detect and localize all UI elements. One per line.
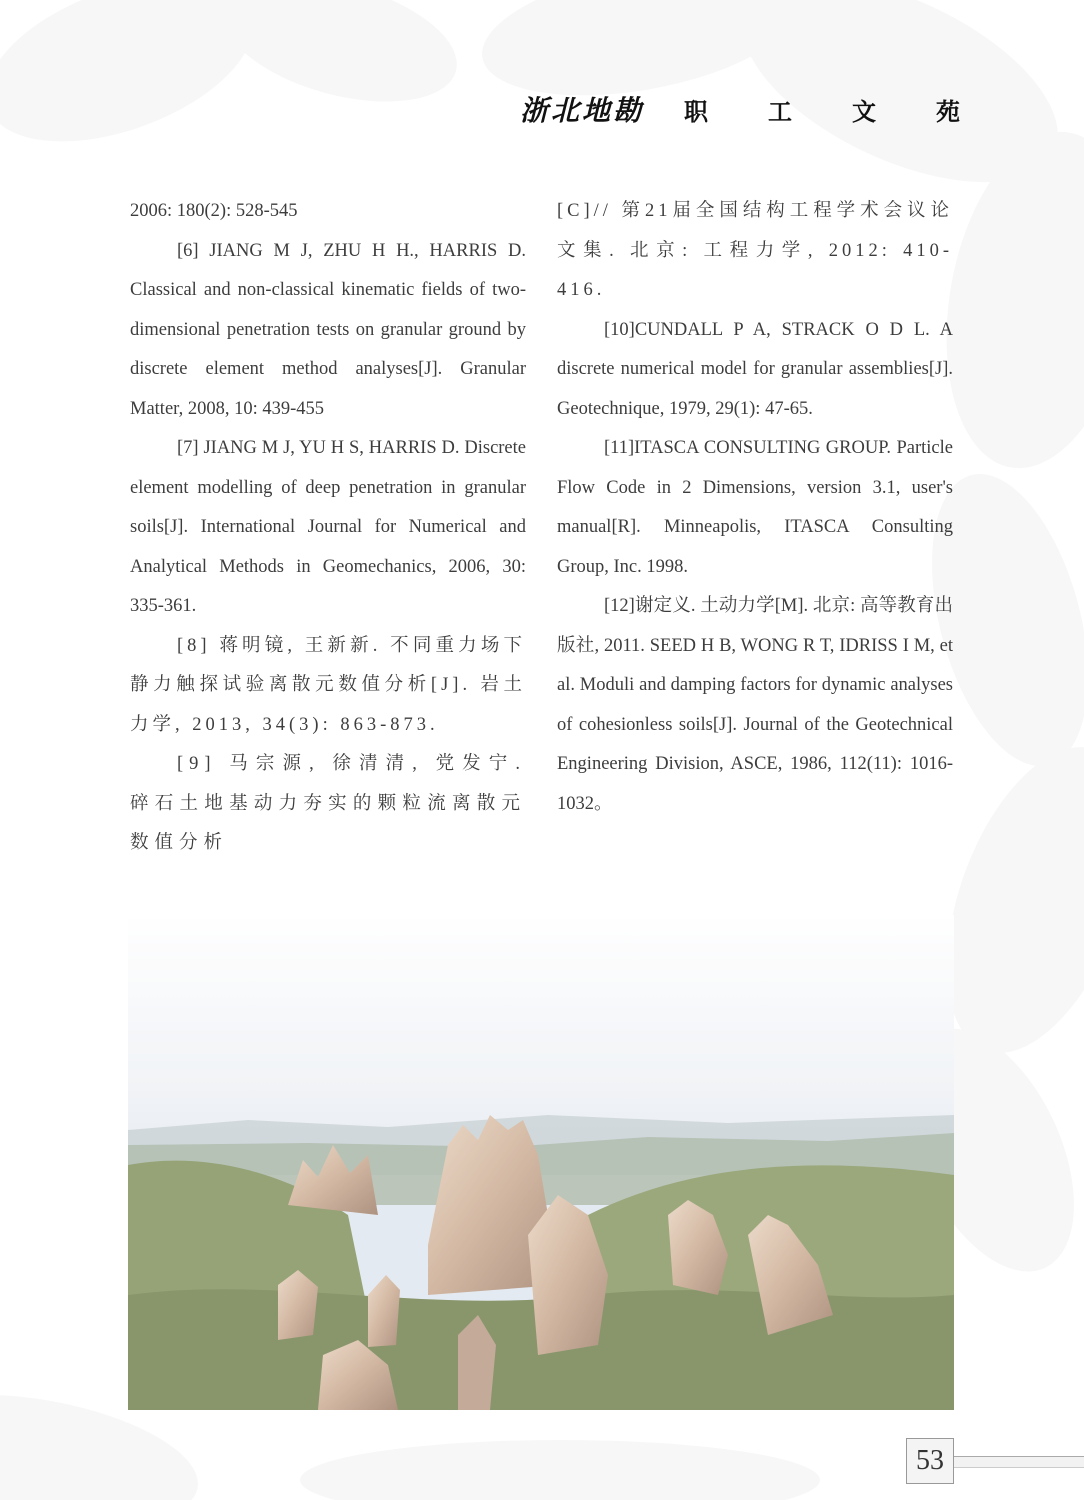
section-char: 苑: [936, 96, 960, 126]
reference-continuation: 2006: 180(2): 528-545: [130, 201, 298, 221]
page-number-rule: [954, 1456, 1084, 1468]
reference-8: [8] 蒋明镜, 王新新. 不同重力场下静力触探试验离散元数值分析[J]. 岩土力学, 2013, 34(3): 863-873.: [130, 635, 526, 735]
reference-10: [10]CUNDALL P A, STRACK O D L. A discrete numerical model for granular assemblies[J]. Geotechnique, 1979, 29(1): 47-65.: [557, 319, 953, 419]
reference-11: [11]ITASCA CONSULTING GROUP. Particle Flow Code in 2 Dimensions, version 3.1, user's manual[R]. Minneapolis, ITASCA Consulting Group, Inc. 1998.: [557, 438, 953, 577]
mountain-landscape-photo: [128, 915, 954, 1410]
reference-9: [9] 马宗源, 徐清清, 党发宁. 碎石土地基动力夯实的颗粒流离散元数值分析: [130, 754, 526, 853]
section-char: 工: [768, 96, 792, 126]
reference-6: [6] JIANG M J, ZHU H H., HARRIS D. Classical and non-classical kinematic fields of two-dimensional penetration tests on granular ground by discrete element method analyses[J]. Granular Matter, 2008, 10: 439-455: [130, 240, 526, 419]
section-char: 文: [852, 96, 876, 126]
reference-continuation: [C]// 第21届全国结构工程学术会议论文集. 北京: 工程力学, 2012: 410-416.: [557, 201, 953, 300]
reference-12: [12]谢定义. 土动力学[M]. 北京: 高等教育出版社, 2011. SEED H B, WONG R T, IDRISS I M, et al. Moduli and damping factors for dynamic analyses of cohesionless soils[J]. Journal of the Geotechnical Engineering Division, ASCE, 1986, 112(11): 1016-1032。: [557, 596, 953, 814]
references-left-column: [130, 192, 526, 864]
references-right-column: [557, 192, 953, 824]
page-number: 53: [906, 1438, 954, 1484]
reference-7: [7] JIANG M J, YU H S, HARRIS D. Discrete element modelling of deep penetration in granular soils[J]. International Journal for Numerical and Analytical Methods in Geomechanics, 2006, 30: 335-361.: [130, 438, 526, 616]
masthead-brand: 浙北地勘: [520, 94, 645, 127]
masthead: [520, 84, 960, 134]
masthead-section-title: [684, 92, 960, 127]
section-char: 职: [684, 96, 708, 126]
